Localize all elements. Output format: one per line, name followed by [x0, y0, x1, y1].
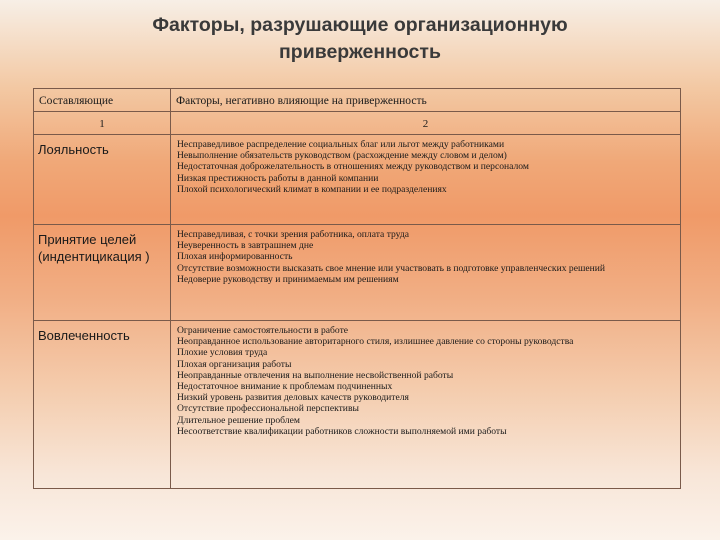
table-number-row	[34, 112, 681, 135]
number-cell-2: 2	[171, 112, 681, 135]
factor-item: Низкая престижность работы в данной компании	[177, 172, 379, 184]
table-row	[34, 135, 681, 225]
factors-cell	[171, 225, 681, 321]
table-row	[34, 225, 681, 321]
factor-item: Недостаточное внимание к проблемам подчиненных	[177, 381, 393, 393]
factor-item: Несправедливое распределение социальных благ или льгот между работниками	[177, 139, 505, 150]
header-cell-factors: Факторы, негативно влияющие на приверженность	[171, 89, 681, 112]
factor-item: Плохая организация работы	[177, 358, 292, 370]
title-line-2: приверженность	[279, 41, 441, 63]
component-cell: Принятие целей (индентицикация )	[34, 225, 171, 321]
factor-item: Плохие условия труда	[177, 347, 268, 359]
factor-item: Отсутствие возможности высказать свое мнение или участвовать в подготовке управленческих решений	[177, 262, 605, 274]
table-row	[34, 321, 681, 489]
factors-table	[33, 88, 681, 489]
component-cell: Лояльность	[34, 135, 171, 225]
factor-item: Неоправданное использование авторитарного стиля, излишнее давление со стороны руководства	[177, 336, 574, 348]
factor-item: Неуверенность в завтрашнем дне	[177, 240, 314, 252]
factor-item: Недостаточная доброжелательность в отношениях между руководством и персоналом	[177, 161, 529, 173]
factor-item: Отсутствие профессиональной перспективы	[177, 403, 359, 415]
factor-item: Невыполнение обязательств руководством (расхождение между словом и делом)	[177, 150, 507, 162]
table-header-row	[34, 89, 681, 112]
factors-cell	[171, 135, 681, 225]
factor-item: Ограничение самостоятельности в работе	[177, 325, 349, 336]
component-cell: Вовлеченность	[34, 321, 171, 489]
header-cell-components: Составляющие	[34, 89, 171, 112]
factors-cell	[171, 321, 681, 489]
factor-item: Несправедливая, с точки зрения работника, оплата труда	[177, 229, 410, 240]
factor-item: Неоправданные отвлечения на выполнение несвойственной работы	[177, 369, 454, 381]
factor-item: Плохой психологический климат в компании и ее подразделениях	[177, 183, 447, 195]
factor-item: Недоверие руководству и принимаемым им решениям	[177, 273, 399, 285]
factor-item: Низкий уровень развития деловых качеств руководителя	[177, 392, 409, 404]
title-line-1: Факторы, разрушающие организационную	[152, 14, 568, 36]
factor-item: Несоответствие квалификации работников сложности выполняемой ими работы	[177, 425, 507, 437]
factor-item: Плохая информированность	[177, 251, 293, 263]
slide-title	[40, 12, 680, 66]
factor-item: Длительное решение проблем	[177, 414, 300, 426]
number-cell-1: 1	[34, 112, 171, 135]
